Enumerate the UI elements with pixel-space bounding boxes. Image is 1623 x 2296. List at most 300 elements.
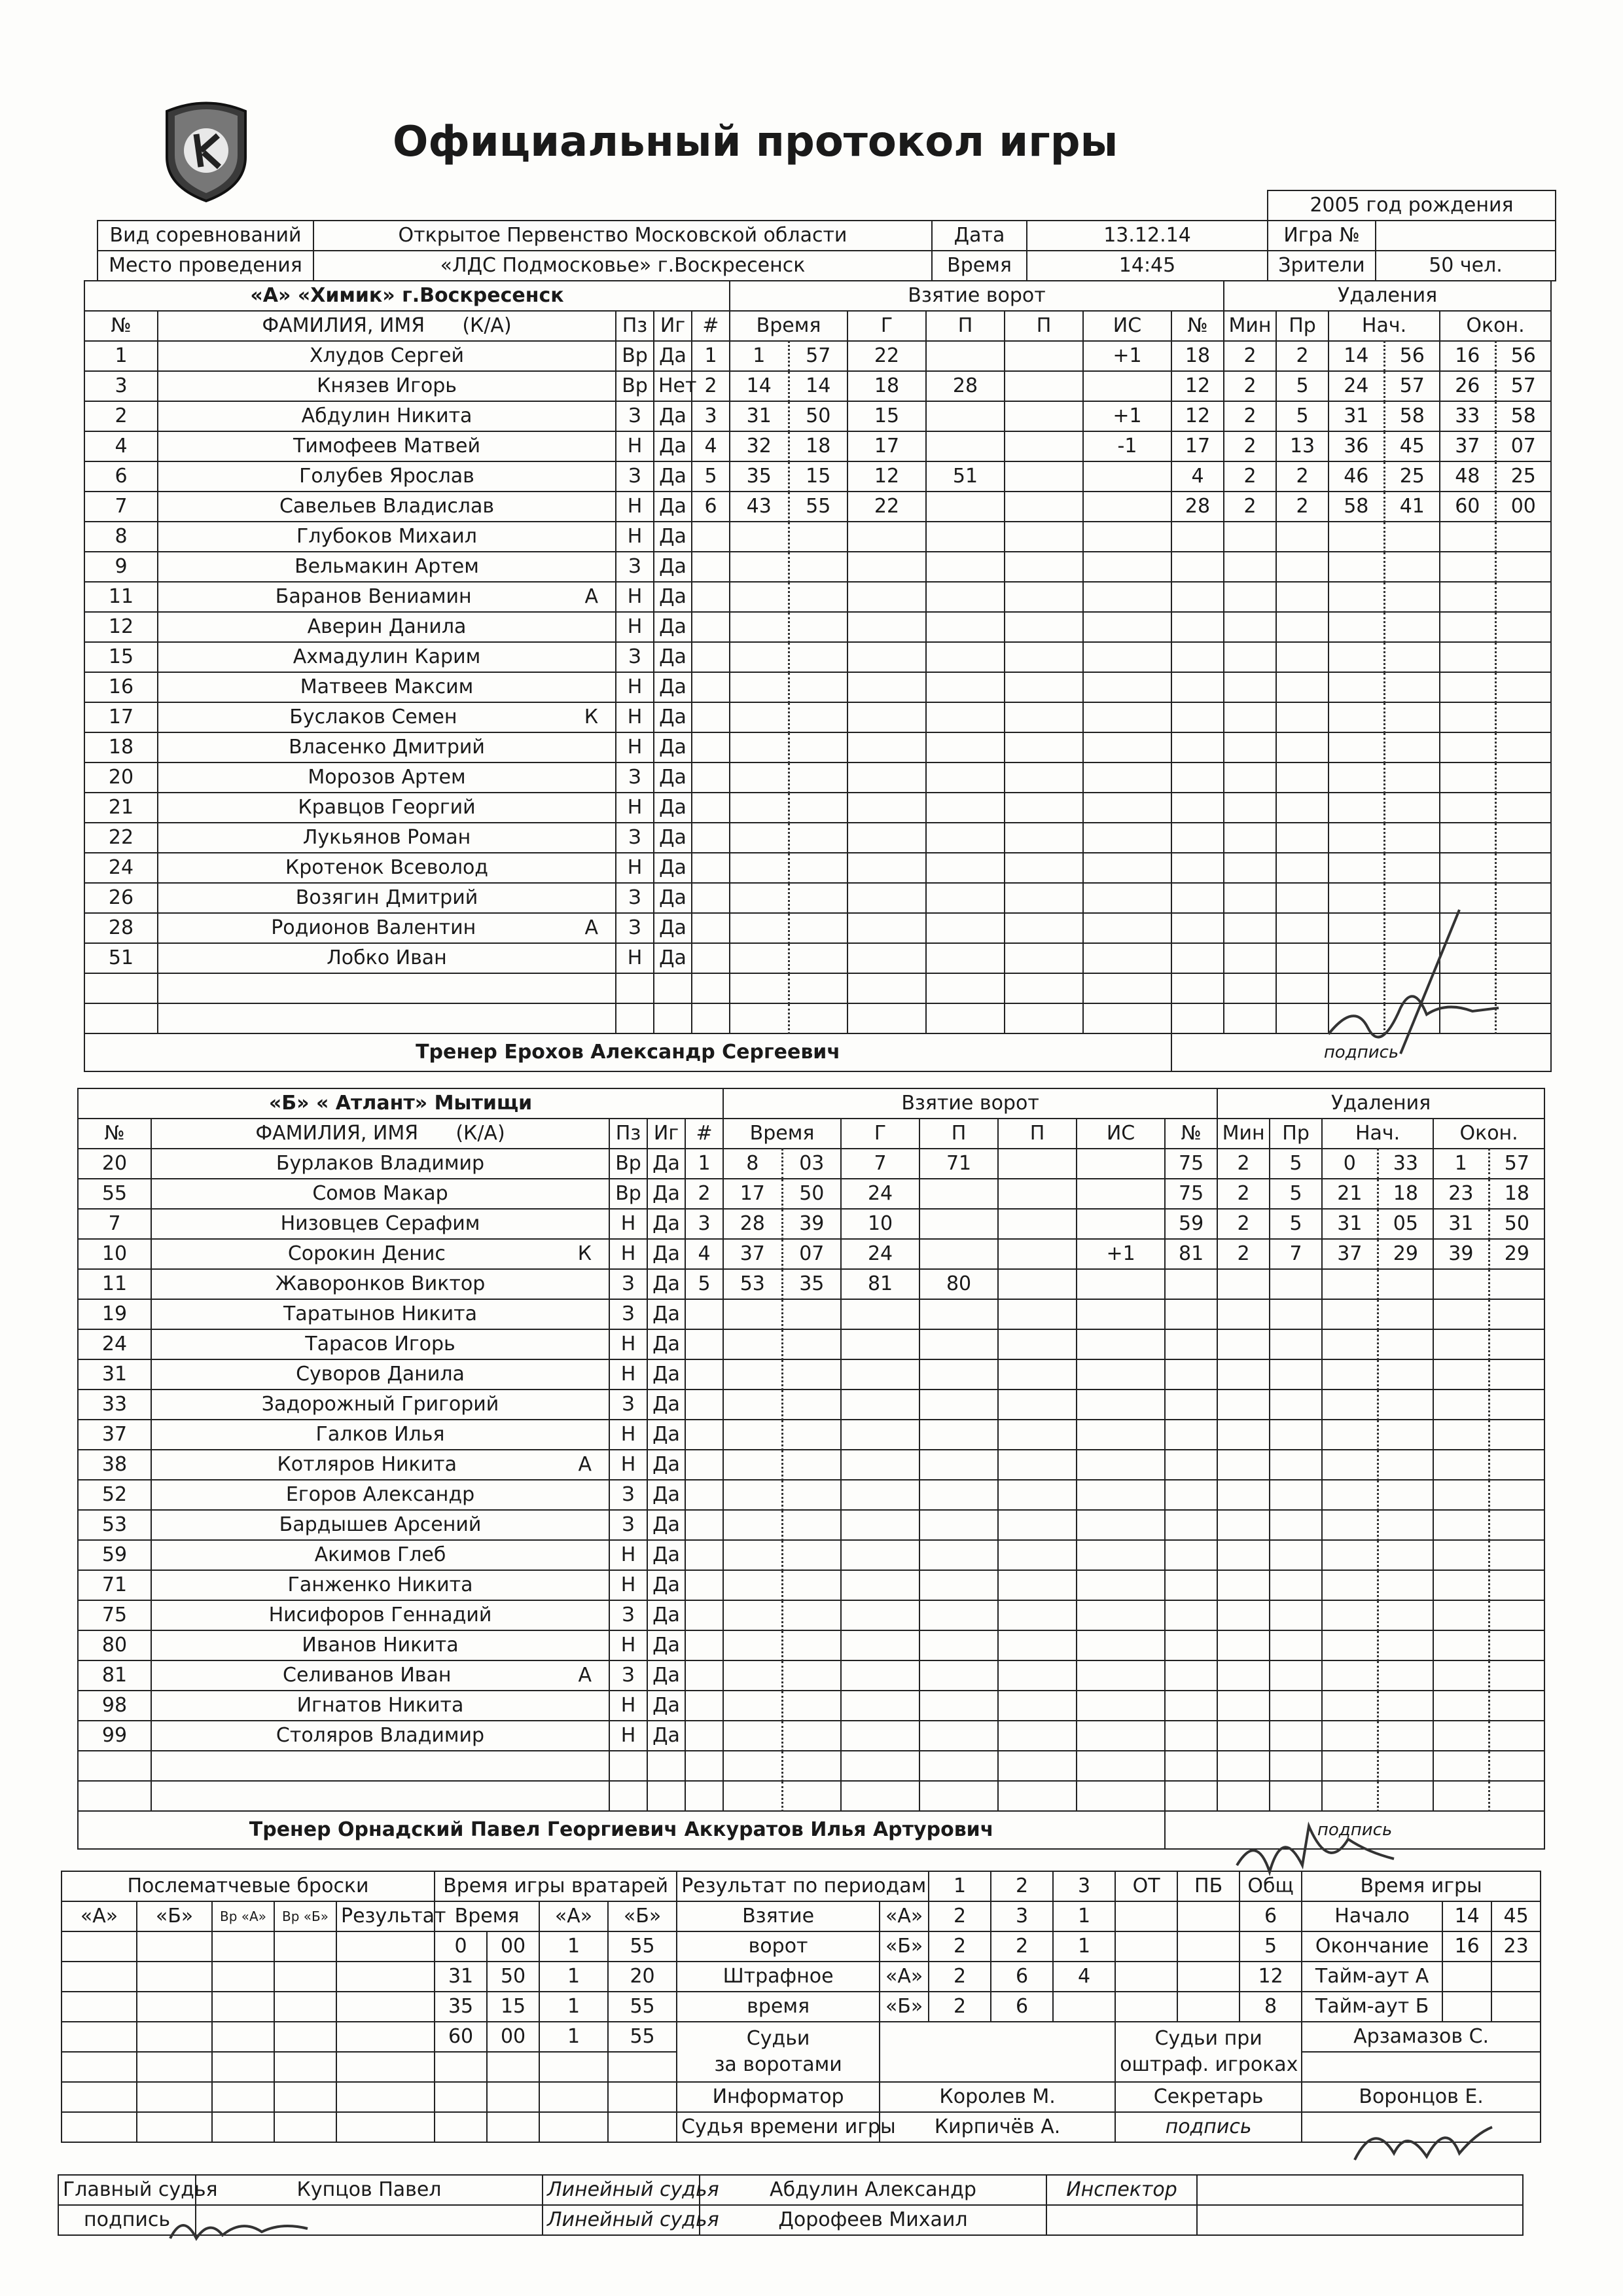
goal-second xyxy=(789,793,847,823)
col-is: ИС xyxy=(1083,311,1171,341)
goal-second xyxy=(789,913,847,943)
goal-situation xyxy=(1083,642,1171,672)
player-name: Задорожный Григорий xyxy=(261,1393,499,1416)
goal-assist-2 xyxy=(998,1239,1077,1269)
pim-a-p1: 2 xyxy=(929,1962,991,1992)
player-played: Да xyxy=(647,1630,685,1660)
penalty-start-sec xyxy=(1378,1420,1433,1450)
penalty-start-min xyxy=(1329,853,1384,883)
goal-scorer: 81 xyxy=(841,1269,919,1299)
goal-number xyxy=(692,762,730,793)
penalty-minutes: 2 xyxy=(1217,1149,1270,1179)
penalty-end-sec xyxy=(1489,1510,1544,1540)
chief-sign-label: подпись xyxy=(58,2205,196,2235)
player-number: 7 xyxy=(78,1209,151,1239)
spectators-label: Зрители xyxy=(1268,251,1376,281)
goal-scorer: 18 xyxy=(847,371,926,401)
goal-number: 4 xyxy=(685,1239,723,1269)
penalty-end-sec: 58 xyxy=(1495,401,1551,431)
player-name-cell xyxy=(151,1299,609,1329)
goal-scorer: 12 xyxy=(847,461,926,492)
penalty-reason xyxy=(1270,1540,1322,1570)
player-number: 59 xyxy=(78,1540,151,1570)
goal-assist-1 xyxy=(919,1450,998,1480)
penalty-end-sec xyxy=(1489,1329,1544,1359)
penalty-start-min: 36 xyxy=(1329,431,1384,461)
player-position: Н xyxy=(616,582,654,612)
goal-scorer xyxy=(841,1781,919,1811)
game-time-title: Время игры xyxy=(1302,1871,1541,1901)
player-row xyxy=(78,1149,1544,1179)
player-position xyxy=(616,1003,654,1033)
penalty-reason xyxy=(1270,1660,1322,1691)
penalty-minutes xyxy=(1217,1600,1270,1630)
penalty-end-min xyxy=(1433,1540,1489,1570)
timekeeper-name: Кирпичёв А. xyxy=(880,2112,1115,2142)
penalty-minutes xyxy=(1224,672,1276,702)
period-total: Общ xyxy=(1240,1871,1302,1901)
goal-number: 5 xyxy=(685,1269,723,1299)
penalty-reason xyxy=(1276,522,1329,552)
linesman-2-label: Линейный судья xyxy=(543,2205,700,2235)
penalty-player xyxy=(1171,1003,1224,1033)
penalty-start-min xyxy=(1329,642,1384,672)
goal-second: 03 xyxy=(782,1149,841,1179)
player-played: Да xyxy=(647,1480,685,1510)
penalty-start-sec xyxy=(1384,793,1440,823)
player-row xyxy=(78,1179,1544,1209)
goals-b-ot xyxy=(1115,1931,1177,1962)
player-number: 99 xyxy=(78,1721,151,1751)
player-name: Хлудов Сергей xyxy=(310,344,464,367)
goal-assist-2 xyxy=(1005,552,1083,582)
goal-assist-2 xyxy=(998,1691,1077,1721)
penalty-start-sec: 25 xyxy=(1384,461,1440,492)
penalty-minutes xyxy=(1224,973,1276,1003)
penalty-reason xyxy=(1270,1390,1322,1420)
player-position: Н xyxy=(609,1239,647,1269)
player-name-cell xyxy=(158,973,616,1003)
player-name-cell xyxy=(158,612,616,642)
player-name-cell xyxy=(158,702,616,732)
competition-value: Открытое Первенство Московской области xyxy=(313,221,932,251)
player-played: Да xyxy=(654,552,692,582)
penalty-end-min xyxy=(1440,642,1495,672)
goal-situation: +1 xyxy=(1083,341,1171,371)
penalty-start-sec xyxy=(1378,1390,1433,1420)
shootout-col-gka: Вр «А» xyxy=(212,1901,274,1931)
goal-second xyxy=(789,732,847,762)
goal-minute xyxy=(730,612,789,642)
player-position: З xyxy=(609,1600,647,1630)
penalty-minutes xyxy=(1224,612,1276,642)
penalty-end-min: 26 xyxy=(1440,371,1495,401)
player-number: 6 xyxy=(84,461,158,492)
penalty-minutes xyxy=(1217,1480,1270,1510)
penalty-start-sec xyxy=(1378,1570,1433,1600)
penalty-end-min xyxy=(1433,1299,1489,1329)
player-position: Н xyxy=(609,1329,647,1359)
pim-b-pb xyxy=(1177,1992,1240,2022)
player-number: 2 xyxy=(84,401,158,431)
player-name: Лукьянов Роман xyxy=(302,826,471,849)
player-name-cell xyxy=(151,1269,609,1299)
player-position: Вр xyxy=(616,371,654,401)
penalty-start-min xyxy=(1322,1450,1378,1480)
goals-a-total: 6 xyxy=(1240,1901,1302,1931)
goal-minute: 31 xyxy=(730,401,789,431)
player-name: Лобко Иван xyxy=(327,946,447,969)
player-name: Буслаков Семен xyxy=(289,706,457,728)
player-name-cell xyxy=(158,1003,616,1033)
goal-second xyxy=(782,1721,841,1751)
goal-second xyxy=(789,883,847,913)
goal-number: 1 xyxy=(692,341,730,371)
goal-scorer: 22 xyxy=(847,492,926,522)
goal-number xyxy=(692,883,730,913)
goal-scorer xyxy=(841,1510,919,1540)
goal-second: 50 xyxy=(789,401,847,431)
end-hour: 16 xyxy=(1442,1931,1491,1962)
goal-minute xyxy=(730,853,789,883)
penalty-start-sec xyxy=(1378,1510,1433,1540)
goal-assist-1 xyxy=(919,1691,998,1721)
goal-assist-2 xyxy=(998,1600,1077,1630)
goal-minute xyxy=(723,1630,782,1660)
penalty-end-sec xyxy=(1489,1299,1544,1329)
goal-assist-1 xyxy=(919,1570,998,1600)
goal-second: 14 xyxy=(789,371,847,401)
gk-row-min: 35 xyxy=(435,1992,487,2022)
goal-number xyxy=(685,1751,723,1781)
goal-assist-1 xyxy=(926,702,1005,732)
penalty-start-min: 58 xyxy=(1329,492,1384,522)
goal-assist-2 xyxy=(998,1630,1077,1660)
goal-minute: 1 xyxy=(730,341,789,371)
pim-b-p3 xyxy=(1053,1992,1115,2022)
goal-number xyxy=(692,552,730,582)
player-played: Да xyxy=(654,762,692,793)
goal-number: 4 xyxy=(692,431,730,461)
penalty-minutes: 2 xyxy=(1224,461,1276,492)
player-name-cell xyxy=(158,672,616,702)
goal-scorer: 15 xyxy=(847,401,926,431)
goal-second xyxy=(789,612,847,642)
goal-minute xyxy=(730,1003,789,1033)
player-number: 75 xyxy=(78,1600,151,1630)
gk-row-b: 55 xyxy=(608,1931,677,1962)
pim-a-total: 12 xyxy=(1240,1962,1302,1992)
col-p2: П xyxy=(998,1119,1077,1149)
player-number: 38 xyxy=(78,1450,151,1480)
player-position: З xyxy=(616,401,654,431)
linesman-1-name: Абдулин Александр xyxy=(700,2175,1046,2205)
goal-scorer: 17 xyxy=(847,431,926,461)
header-table xyxy=(97,190,1556,281)
date-value: 13.12.14 xyxy=(1027,221,1268,251)
goal-scorer xyxy=(841,1359,919,1390)
penalty-player: 4 xyxy=(1171,461,1224,492)
penalty-reason xyxy=(1270,1510,1322,1540)
col-p1: П xyxy=(919,1119,998,1149)
player-row xyxy=(78,1420,1544,1450)
goal-scorer: 10 xyxy=(841,1209,919,1239)
start-label: Начало xyxy=(1302,1901,1442,1931)
goals-b-total: 5 xyxy=(1240,1931,1302,1962)
goal-assist-2 xyxy=(1005,943,1083,973)
penalty-end-sec xyxy=(1489,1660,1544,1691)
team-a-coach: Тренер Ерохов Александр Сергеевич xyxy=(84,1033,1171,1071)
goal-situation xyxy=(1083,582,1171,612)
player-number: 71 xyxy=(78,1570,151,1600)
penalty-end-min xyxy=(1433,1480,1489,1510)
penalty-end-sec: 00 xyxy=(1495,492,1551,522)
penalty-player: 28 xyxy=(1171,492,1224,522)
player-position xyxy=(609,1781,647,1811)
penalty-end-min xyxy=(1440,612,1495,642)
goal-second xyxy=(789,853,847,883)
penalty-minutes xyxy=(1224,943,1276,973)
player-played: Да xyxy=(654,341,692,371)
goal-minute xyxy=(730,973,789,1003)
penalty-end-sec: 25 xyxy=(1495,461,1551,492)
player-name-cell xyxy=(151,1721,609,1751)
penalty-end-sec xyxy=(1489,1540,1544,1570)
player-position: З xyxy=(616,762,654,793)
goal-situation xyxy=(1077,1390,1165,1420)
player-played: Да xyxy=(647,1691,685,1721)
goal-second xyxy=(782,1390,841,1420)
penalty-end-min xyxy=(1433,1691,1489,1721)
goal-scorer xyxy=(847,853,926,883)
penalty-end-sec: 29 xyxy=(1489,1239,1544,1269)
goal-situation xyxy=(1077,1781,1165,1811)
player-row xyxy=(84,431,1551,461)
penalty-end-sec xyxy=(1495,672,1551,702)
goal-minute: 17 xyxy=(723,1179,782,1209)
player-name-cell xyxy=(151,1149,609,1179)
penalty-end-min xyxy=(1440,672,1495,702)
penalty-start-sec xyxy=(1384,552,1440,582)
player-number: 8 xyxy=(84,522,158,552)
penalty-reason xyxy=(1276,823,1329,853)
player-name: Ганженко Никита xyxy=(287,1573,473,1596)
player-position: З xyxy=(616,642,654,672)
player-position: Н xyxy=(616,853,654,883)
col-is: ИС xyxy=(1077,1119,1165,1149)
team-a-goals-title: Взятие ворот xyxy=(730,281,1224,311)
penalty-reason xyxy=(1270,1299,1322,1329)
goal-assist-1 xyxy=(919,1781,998,1811)
player-played: Да xyxy=(647,1660,685,1691)
penalty-reason: 5 xyxy=(1276,401,1329,431)
goal-assist-1: 51 xyxy=(926,461,1005,492)
player-name: Столяров Владимир xyxy=(276,1724,485,1747)
player-number xyxy=(78,1751,151,1781)
penalty-minutes: 2 xyxy=(1217,1179,1270,1209)
penalty-start-min xyxy=(1329,582,1384,612)
penalty-start-min xyxy=(1322,1540,1378,1570)
penalty-start-sec xyxy=(1378,1329,1433,1359)
goals-b-pb xyxy=(1177,1931,1240,1962)
gk-row-sec: 00 xyxy=(487,2022,539,2052)
player-name: Кравцов Георгий xyxy=(298,796,476,819)
penalty-end-sec xyxy=(1489,1751,1544,1781)
goal-minute xyxy=(723,1600,782,1630)
penalty-minutes xyxy=(1224,552,1276,582)
team-a-title: «А» «Химик» г.Воскресенск xyxy=(84,281,730,311)
goal-assist-2 xyxy=(998,1329,1077,1359)
col-p1: П xyxy=(926,311,1005,341)
penalty-end-min xyxy=(1433,1630,1489,1660)
player-played xyxy=(654,1003,692,1033)
game-number-value xyxy=(1376,221,1556,251)
goal-assist-2 xyxy=(1005,582,1083,612)
player-name: Низовцев Серафим xyxy=(280,1212,480,1235)
player-name: Акимов Глеб xyxy=(314,1543,446,1566)
penalty-minutes xyxy=(1224,793,1276,823)
goal-second: 55 xyxy=(789,492,847,522)
player-number: 81 xyxy=(78,1660,151,1691)
goal-second xyxy=(789,702,847,732)
penalty-start-sec: 41 xyxy=(1384,492,1440,522)
player-position: Н xyxy=(616,612,654,642)
goal-second xyxy=(789,642,847,672)
goal-minute xyxy=(730,823,789,853)
goal-number xyxy=(692,973,730,1003)
penalty-end-sec xyxy=(1495,552,1551,582)
spectators-value: 50 чел. xyxy=(1376,251,1556,281)
player-name-cell xyxy=(151,1450,609,1480)
goal-minute xyxy=(723,1450,782,1480)
goal-assist-1 xyxy=(919,1540,998,1570)
goal-second xyxy=(789,973,847,1003)
penalty-minutes xyxy=(1224,732,1276,762)
goal-second xyxy=(782,1450,841,1480)
penalty-player xyxy=(1165,1329,1217,1359)
informer-label: Информатор xyxy=(677,2082,880,2112)
penalty-start-sec xyxy=(1384,642,1440,672)
team-b-sign-label: подпись xyxy=(1165,1811,1544,1849)
penalty-end-min xyxy=(1440,793,1495,823)
penalty-end-sec: 50 xyxy=(1489,1209,1544,1239)
goal-assist-2 xyxy=(1005,642,1083,672)
goal-number xyxy=(685,1329,723,1359)
penalty-end-min xyxy=(1433,1269,1489,1299)
goal-scorer xyxy=(841,1390,919,1420)
period-2: 2 xyxy=(991,1871,1053,1901)
gk-col-b: «Б» xyxy=(608,1901,677,1931)
goal-assist-1 xyxy=(919,1660,998,1691)
goal-minute: 8 xyxy=(723,1149,782,1179)
penalty-reason xyxy=(1276,762,1329,793)
goals-team-b: «Б» xyxy=(880,1931,929,1962)
goal-situation xyxy=(1083,702,1171,732)
player-row xyxy=(84,702,1551,732)
timekeeper-label: Судья времени игры xyxy=(677,2112,880,2142)
coach-b-signature xyxy=(1230,1813,1400,1892)
goal-number xyxy=(692,672,730,702)
goal-second xyxy=(782,1660,841,1691)
goal-number xyxy=(685,1600,723,1630)
penalty-end-sec xyxy=(1489,1781,1544,1811)
team-b-coach: Тренер Орнадский Павел Георгиевич Аккуратов Илья Артурович xyxy=(78,1811,1165,1849)
goal-assist-2 xyxy=(1005,883,1083,913)
penalty-start-min xyxy=(1329,823,1384,853)
penalty-player xyxy=(1171,522,1224,552)
goal-situation xyxy=(1077,1329,1165,1359)
penalty-reason xyxy=(1276,642,1329,672)
penalty-end-min xyxy=(1433,1420,1489,1450)
penalty-judge-name: Арзамазов С. xyxy=(1302,2022,1541,2052)
penalty-reason: 5 xyxy=(1270,1209,1322,1239)
goal-assist-1 xyxy=(926,642,1005,672)
player-number: 51 xyxy=(84,943,158,973)
shootout-col-b: «Б» xyxy=(137,1901,212,1931)
penalty-end-min xyxy=(1440,522,1495,552)
inspector-label: Инспектор xyxy=(1046,2175,1197,2205)
penalty-minutes xyxy=(1224,823,1276,853)
goal-number xyxy=(692,1003,730,1033)
start-hour: 14 xyxy=(1442,1901,1491,1931)
shootout-title: Послематчевые броски xyxy=(62,1871,435,1901)
penalty-start-sec xyxy=(1378,1721,1433,1751)
goal-assist-1 xyxy=(926,823,1005,853)
goal-minute xyxy=(723,1359,782,1390)
player-name: Жаворонков Виктор xyxy=(275,1272,486,1295)
goal-scorer xyxy=(841,1299,919,1329)
gk-row-min: 0 xyxy=(435,1931,487,1962)
player-row xyxy=(78,1390,1544,1420)
player-played: Да xyxy=(647,1510,685,1540)
player-name-cell xyxy=(158,793,616,823)
penalty-player xyxy=(1171,762,1224,793)
player-number: 17 xyxy=(84,702,158,732)
gk-col-a: «А» xyxy=(539,1901,608,1931)
goal-situation xyxy=(1083,973,1171,1003)
goal-assist-1: 28 xyxy=(926,371,1005,401)
goal-second xyxy=(782,1751,841,1781)
penalty-start-sec xyxy=(1378,1660,1433,1691)
penalty-reason xyxy=(1276,552,1329,582)
penalty-start-sec: 56 xyxy=(1384,341,1440,371)
player-name-cell xyxy=(151,1480,609,1510)
goal-situation xyxy=(1077,1510,1165,1540)
player-number: 26 xyxy=(84,883,158,913)
penalty-reason xyxy=(1270,1359,1322,1390)
penalty-reason xyxy=(1270,1480,1322,1510)
goal-assist-2 xyxy=(998,1721,1077,1751)
penalty-reason xyxy=(1276,793,1329,823)
penalty-start-sec xyxy=(1378,1600,1433,1630)
date-label: Дата xyxy=(932,221,1027,251)
pim-a-p3: 4 xyxy=(1053,1962,1115,1992)
goal-assist-2 xyxy=(998,1781,1077,1811)
penalty-start-sec xyxy=(1378,1299,1433,1329)
penalty-reason xyxy=(1270,1751,1322,1781)
player-name-cell xyxy=(158,943,616,973)
penalty-reason xyxy=(1276,853,1329,883)
penalty-start-min xyxy=(1329,762,1384,793)
goal-assist-2 xyxy=(1005,612,1083,642)
col-name: ФАМИЛИЯ, ИМЯ (К/А) xyxy=(158,311,616,341)
goal-judges-label: Судьи за воротами xyxy=(677,2022,880,2082)
penalty-end-sec xyxy=(1495,702,1551,732)
penalty-minutes xyxy=(1217,1540,1270,1570)
penalty-player xyxy=(1171,973,1224,1003)
goal-minute xyxy=(723,1570,782,1600)
penalty-end-sec xyxy=(1495,823,1551,853)
